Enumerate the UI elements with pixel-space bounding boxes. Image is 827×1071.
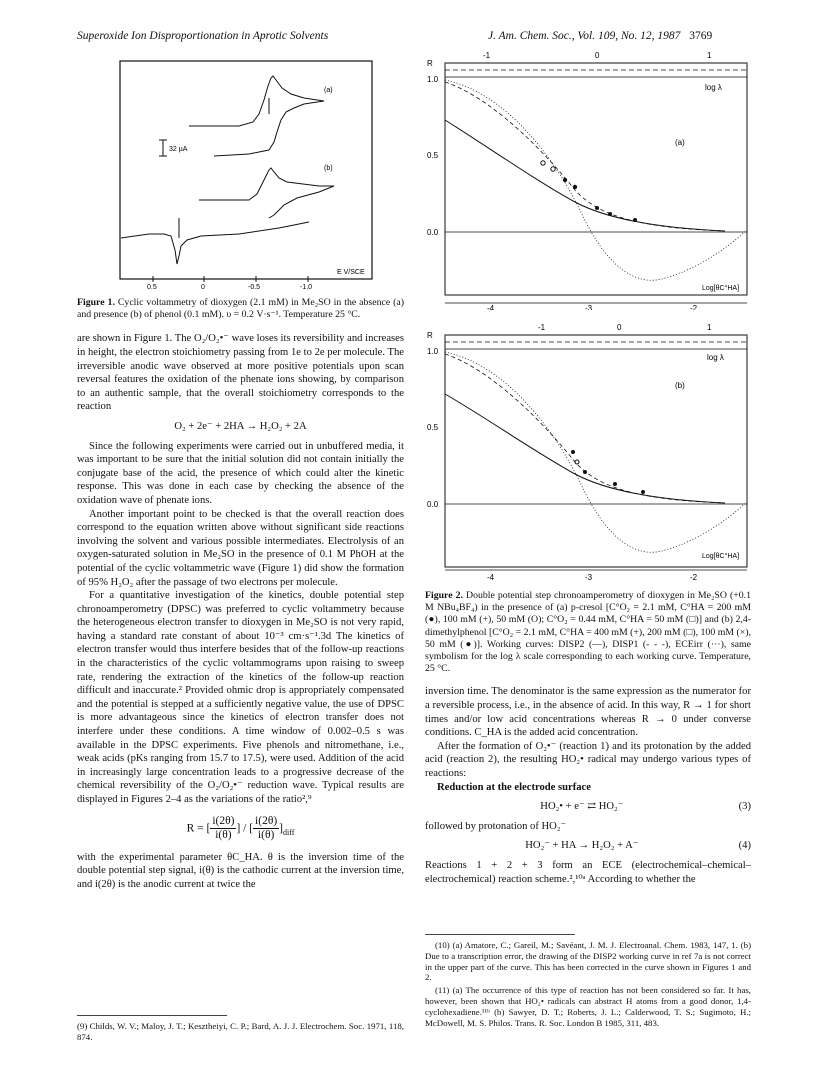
paragraph: with the experimental parameter θC_HA. θ is the inversion time of the double potential step signal, i(θ) is the cathodic current at the inversion time, and i(2θ) is the anodic current at twice the xyxy=(77,851,404,890)
top-tick: -1 xyxy=(538,323,546,332)
x-tick: -4 xyxy=(487,304,495,310)
top-tick: -1 xyxy=(483,51,491,60)
loglambda-label: log λ xyxy=(705,83,722,92)
top-tick: 1 xyxy=(707,323,712,332)
paragraph: For a quantitative investigation of the kinetics, double potential step chronoamperometry (DPSC) was preferred to cyclic voltammetry because the heterogeneous electron transfer to dioxygen in Me₂SO is not very rapid, having a standard rate constant of about 10⁻³ cm·s⁻¹.3d The kinetics of electron transfer would thus interfere besides that of the follow-up reactions in the characteristics of the cyclic voltammograms upon raising to sweep rate, rendering the extraction of the kinetics of the follow-up reaction difficult and inaccurate.² Provided ohmic drop is appropriately compensated and the potential is stepped at a sufficiently negative value, the use of DPSC is more advantageous since the kinetics of electron transfer does not interfere under these conditions. A time window of 0.002–0.5 s was available in the DPSC experiments. Five phenols and nitromethane, i.e., weak acids (pKs ranging from 15.7 to 17.5), were used. Addition of the acid in increasingly large concentration leads to a progressive decrease of the chemical reversibility of the O₂/O₂•⁻ reduction wave. Typical results are displayed in Figures 2–4 as the variations of the ratio²,⁹ xyxy=(77,590,404,805)
section-heading: Reduction at the electrode surface xyxy=(437,781,591,793)
y-tick: 1.0 xyxy=(427,75,439,84)
panel-label-a: (a) xyxy=(675,138,685,147)
curve-label-a: (a) xyxy=(324,87,333,94)
curve-label-b: (b) xyxy=(324,165,333,172)
r-label: R xyxy=(427,59,433,68)
x-tick: 0.5 xyxy=(147,284,157,290)
equation-overall: O₂ + 2e⁻ + 2HA → H₂O₂ + 2A xyxy=(174,420,307,432)
x-label: Log[θC°HA] xyxy=(702,553,740,560)
paragraph: Another important point to be checked is that the overall reaction does correspond to the equation written above without significant side reactions involving the solvent and various possible intermediates. Electrolysis of an oxygen-saturated solution in Me₂SO in the presence of 0.1 M PhOH at the potential of the cyclic voltammetric wave (Figure 1) did show the formation of 95% H₂O₂ after the passage of two electrons per molecule. xyxy=(77,508,404,588)
page-number: 3769 xyxy=(689,30,713,42)
panel-label-b: (b) xyxy=(675,381,685,390)
ratio-denominator: i(θ) xyxy=(215,829,232,842)
x-tick: -0.5 xyxy=(248,284,261,290)
paragraph: After the formation of O₂•⁻ (reaction 1) and its protonation by the added acid (reaction 2), the resulting HO₂• radical may undergo various types of reactions: xyxy=(425,740,751,779)
x-tick: 0 xyxy=(201,284,205,290)
paragraph: are shown in Figure 1. The O₂/O₂•⁻ wave loses its reversibility and increases in height, the electron stoichiometry passing from 1e to 2e per molecule. The irreversible anodic wave observed at more positive potentials upon scan reversal features the oxidation of the phenate ions showing, by comparison to an authentic sample, that the overall stoichiometry corresponds to the reaction xyxy=(77,333,404,413)
figure1-caption-text: Cyclic voltammetry of dioxygen (2.1 mM) in Me₂SO in the absence (a) and presence (b) of phenol (0.1 mM). υ = 0.2 V·s⁻¹. Temperature 25 °C. xyxy=(77,297,405,321)
loglambda-label: log λ xyxy=(707,353,724,362)
footnote-rule xyxy=(77,1015,227,1016)
left-column xyxy=(77,297,404,892)
top-tick: 0 xyxy=(595,51,600,60)
equation-4-text: HO₂⁻ + HA → H₂O₂ + A⁻ xyxy=(525,840,639,852)
paragraph: inversion time. The denominator is the same expression as the numerator for a reversible process, i.e., in the absence of acid. In this way, R → 1 for short times and/or low acid concentrations whereas R → 0 under converse conditions. C_HA is the added acid concentration. xyxy=(425,686,751,739)
right-column xyxy=(425,590,751,886)
x-label: Log[θC°HA] xyxy=(702,285,740,292)
equation-ratio: R = [ $\frac{i(2\theta)}{i(\theta)}$ ] / [ $\frac{i(2\theta)}{i(\theta)}$ ]$_{diff}$ xyxy=(186,814,295,842)
figure1-caption-label: Figure 1. xyxy=(77,297,115,308)
top-tick: 0 xyxy=(617,323,622,332)
footnote-9: (9) Childs, W. V.; Maloy, J. T.; Kesztheiyi, C. P.; Bard, A. J. J. Electrochem. Soc. 1971, 118, 874. xyxy=(77,1021,404,1042)
equation-3-text: HO₂• + e⁻ ⇄ HO₂⁻ xyxy=(540,801,624,813)
figure2-caption xyxy=(425,590,751,675)
x-tick: -3 xyxy=(585,573,593,582)
x-tick: -3 xyxy=(585,304,593,310)
right-footnotes xyxy=(425,928,751,1028)
axis-label: E V/SCE xyxy=(337,269,365,276)
running-title: Superoxide Ion Disproportionation in Aprotic Solvents xyxy=(77,30,329,42)
footnote-10: (10) (a) Amatore, C.; Gareil, M.; Savéant, J. M. J. Electroanal. Chem. 1983, 147, 1. (b) Due to a transcription error, the drawing of the DISP2 working curve in ref 7a is not correct in the upper part of the curve. This has been corrected in the curve shown in Figures 1 and 2. xyxy=(425,940,751,983)
y-tick: 0.5 xyxy=(427,423,439,432)
y-tick: 1.0 xyxy=(427,347,439,356)
equation-3 xyxy=(425,800,751,814)
figure2b-plot xyxy=(425,322,755,584)
footnote-11: (11) (a) The occurrence of this type of reaction has not been considered so far. It has, however, been shown that HO₂• radicals can abstract H atoms from a good donor, 1,4-cyclohexadiene.¹¹ᵇ (b) Sawyer, D. T.; Roberts, J. L.; Calderwood, T. S.; Sugimoto, H.; McDowell, M. S. Philos. Trans. R. Soc. London B 1985, 311, 483. xyxy=(425,985,751,1028)
y-tick: 0.5 xyxy=(427,151,439,160)
paragraph: Reactions 1 + 2 + 3 form an ECE (electrochemical–chemical–electrochemical) reaction scheme.²,¹⁰ᵃ According to whether the xyxy=(425,859,751,885)
paragraph: followed by protonation of HO₂⁻ xyxy=(425,820,567,832)
footnote-rule xyxy=(425,934,575,935)
equation-number: (4) xyxy=(738,840,751,852)
left-footnotes xyxy=(77,1009,404,1043)
figure2a-plot xyxy=(425,50,755,310)
x-tick: -1.0 xyxy=(300,284,313,290)
figure2-caption-text: Double potential step chronoamperometry of dioxygen in Me₂SO (+0.1 M NBu₄BF₄) in the presence of (a) p-cresol [C°O₂ = 2.1 mM, C°HA = 200 mM (●), 100 mM (+), 50 mM (O); C°O₂ = 0.44 mM, C°HA = 50 mM (□)] and (b) 2,4-dimethylphenol [C°O₂ = 2.1 mM, C°HA = 400 mM (+), 200 mM (□), 100 mM (×), 50 mM (●)]. Working curves: DISP2 (—), DISP1 (- - -), ECEirr (···), same symbolism for the log λ scale corresponding to each working curve. Temperature, 25 °C. xyxy=(425,590,751,675)
paragraph: Since the following experiments were carried out in unbuffered media, it was important to be sure that the initial solution did not contain initially the conjugate base of the acid, the presence of which could alter the kinetic response. This was done in each case by checking the absence of the oxidation wave of phenate ions. xyxy=(77,440,404,506)
x-tick: -2 xyxy=(690,304,698,310)
ratio-r: R = xyxy=(186,822,204,835)
figure1-caption xyxy=(77,297,404,321)
journal-name: J. Am. Chem. Soc., xyxy=(488,30,575,42)
top-tick: 1 xyxy=(707,51,712,60)
ratio-numerator-ref: i(2θ) xyxy=(253,815,279,830)
x-tick: -4 xyxy=(487,573,495,582)
figure2-caption-label: Figure 2. xyxy=(425,590,463,601)
ratio-numerator: i(2θ) xyxy=(210,815,236,830)
ratio-subscript: diff xyxy=(283,827,295,837)
y-tick: 0.0 xyxy=(427,500,439,509)
equation-4 xyxy=(425,839,751,853)
figure1-voltammogram xyxy=(119,60,374,290)
x-tick: -2 xyxy=(690,573,698,582)
r-label: R xyxy=(427,331,433,340)
equation-number: (3) xyxy=(738,801,751,813)
ratio-denominator-ref: i(θ) xyxy=(257,829,275,842)
y-tick: 0.0 xyxy=(427,228,439,237)
journal-volume: Vol. 109, No. 12, 1987 xyxy=(577,30,681,42)
scale-label: 32 µA xyxy=(169,146,188,153)
journal-citation xyxy=(488,30,712,42)
